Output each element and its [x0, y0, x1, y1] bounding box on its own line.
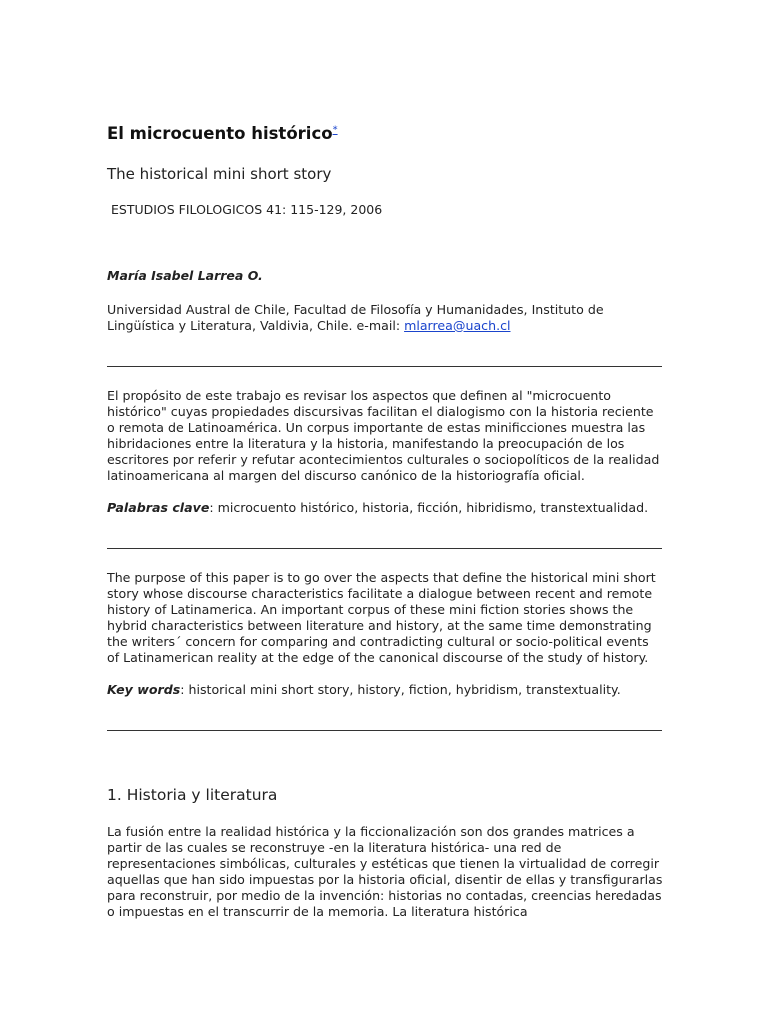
author-name: María Isabel Larrea O. [107, 268, 263, 283]
keywords-english-values: : historical mini short story, history, fiction, hybridism, transtextuality. [180, 682, 621, 697]
abstract-spanish: El propósito de este trabajo es revisar los aspectos que definen al "microcuento histórico" cuyas propiedades discursivas facilitan el dialogismo con la historia reciente o remota de Latinoamérica. Un corpus importante de estas minificciones muestra las hibridaciones entre la literatura y la historia, manifestando la preocupación de los escritores por referir y refutar acontecimientos culturales o sociopolíticos de la realidad latinoamericana al margen del discurso canónico de la historiografía oficial. [107, 388, 660, 483]
footnote-link[interactable]: * [332, 124, 338, 136]
keywords-english-label: Key words [107, 682, 181, 697]
affiliation-text: Universidad Austral de Chile, Facultad de Filosofía y Humanidades, Instituto de Lingüística y Literatura, Valdivia, Chile. e-mail: [107, 302, 604, 333]
article-subtitle: The historical mini short story [107, 165, 332, 183]
footnote-link-wrapper [333, 125, 338, 136]
keywords-spanish [107, 500, 663, 515]
author-affiliation [107, 302, 663, 334]
section-body: La fusión entre la realidad histórica y la ficcionalización son dos grandes matrices a partir de las cuales se reconstruye -en la literatura histórica- una red de representaciones simbólicas, culturales y estéticas que tienen la virtualidad de corregir aquellas que han sido impuestas por la historia oficial, disentir de ellas y transfigurarlas para reconstruir, por medio de la invención: historias no contadas, creencias heredadas o impuestas en el transcurrir de la memoria. La literatura histórica [107, 824, 663, 919]
article-title [107, 124, 338, 143]
keywords-spanish-label: Palabras clave [107, 500, 210, 515]
abstract-english: The purpose of this paper is to go over the aspects that define the historical mini short story whose discourse characteristics facilitate a dialogue between recent and remote history of Latinamerica. An important corpus of these mini fiction stories shows the hybrid characteristics between literature and history, at the same time demonstrating the writers´ concern for comparing and contradicting cultural or socio-political events of Latinamerican reality at the edge of the canonical discourse of the study of history. [107, 570, 656, 665]
keywords-spanish-values: : microcuento histórico, historia, ficción, hibridismo, transtextualidad. [209, 500, 649, 515]
journal-citation: ESTUDIOS FILOLOGICOS 41: 115-129, 2006 [111, 202, 383, 217]
section-heading: 1. Historia y literatura [107, 786, 278, 804]
divider-2 [107, 548, 662, 549]
email-link[interactable]: mlarrea@uach.cl [404, 318, 511, 333]
divider-1 [107, 366, 662, 367]
keywords-english [107, 682, 663, 697]
title-text: El microcuento histórico [107, 124, 333, 143]
divider-3 [107, 730, 662, 731]
